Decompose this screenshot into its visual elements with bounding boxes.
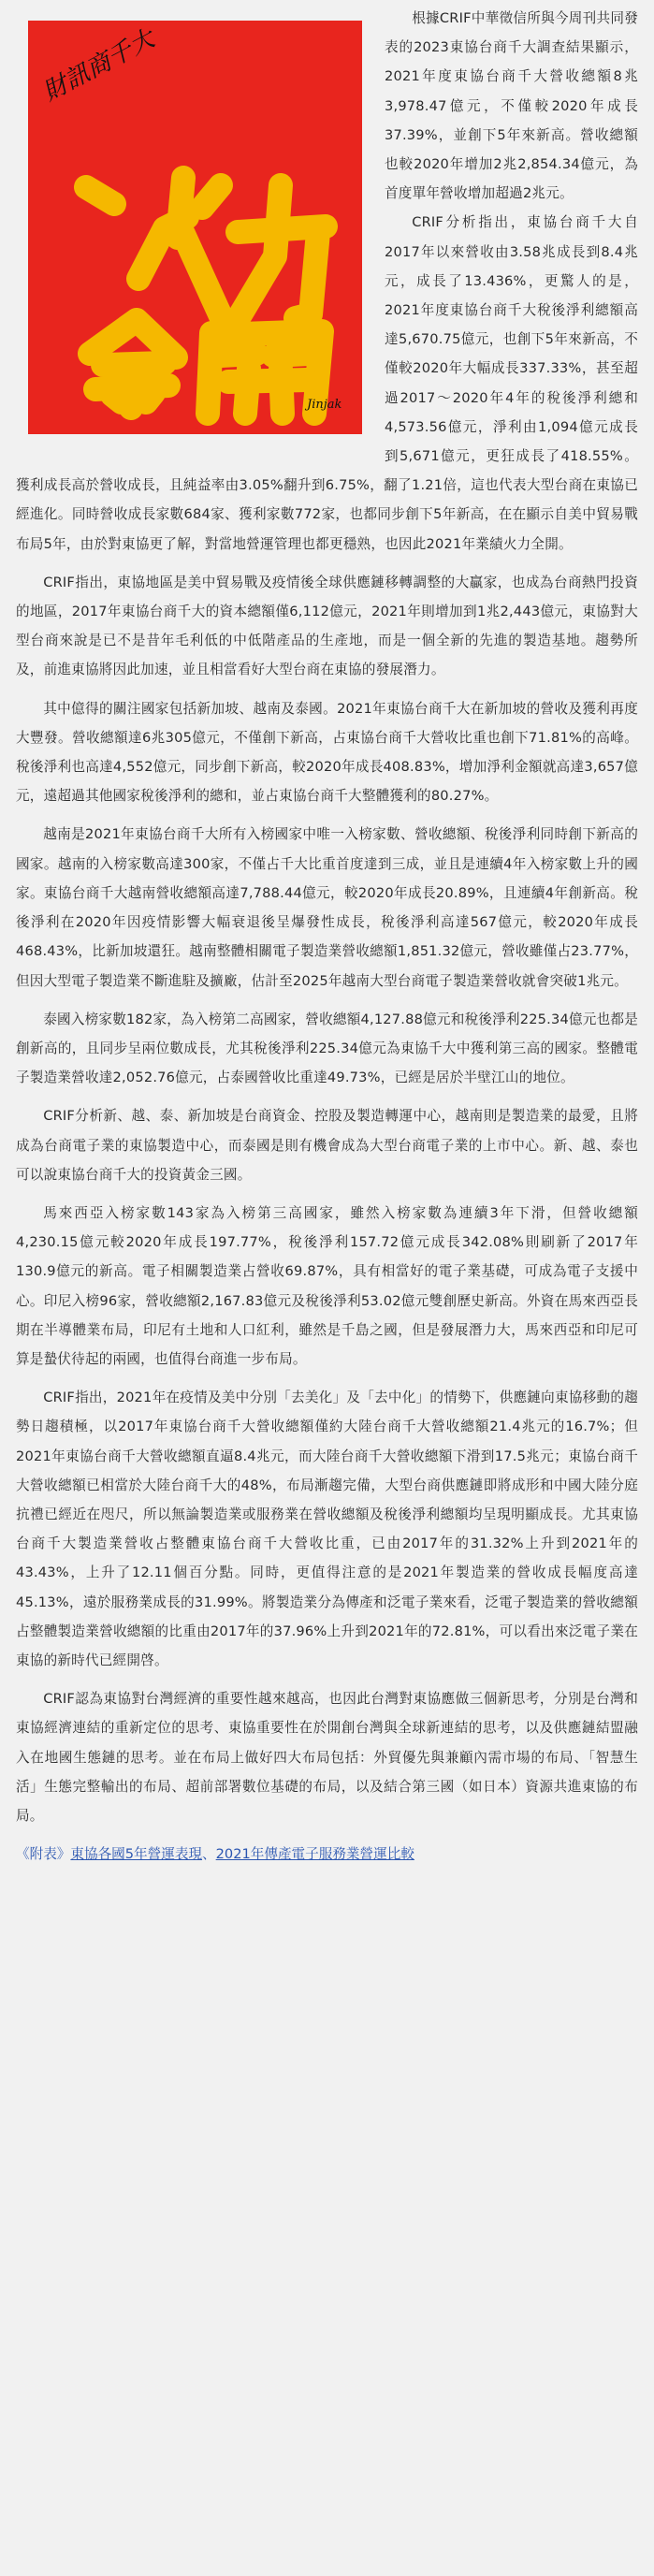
artist-mark: Jinjak: [307, 398, 342, 412]
paragraph-7: CRIF分析新、越、泰、新加坡是台商資金、控股及製造轉運中心，越南則是製造業的最愛，且將成為台商電子業的東協製造中心，而泰國是則有機會成為大型台商電子業的上市中心。新、越、泰也可以說東協台商千大的投資黃金三國。: [16, 1108, 638, 1183]
intro-block: [16, 4, 638, 559]
paragraph-8: 馬來西亞入榜家數143家為入榜第三高國家，雖然入榜家數為連續3年下滑，但營收總額4,230.15億元較2020年成長197.77%，稅後淨利157.72億元成長342.08%則刷新了2017年130.9億元的新高。電子相關製造業占營收69.87%，具有相當好的電子業基礎，可成為電子支援中心。印尼入榜96家，營收總額2,167.83億元及稅後淨利53.02億元雙創歷史新高。外資在馬來西亞長期在半導體業布局，印尼有土地和人口紅利，雖然是千島之國，但是發展潛力大，馬來西亞和印尼可算是蟄伏待起的兩國，也值得台商進一步布局。: [16, 1204, 638, 1367]
appendix-line: [16, 1841, 638, 1868]
appendix-label: 《附表》: [16, 1846, 71, 1863]
paragraph-10: CRIF認為東協對台灣經濟的重要性越來越高，也因此台灣對東協應做三個新思考，分別是台灣和東協經濟連結的重新定位的思考、東協重要性在於開創台灣與全球新連結的思考，以及供應鏈結盟融入在地國生態鏈的思考。並在布局上做好四大布局包括：外貿優先與兼顧內需市場的布局、「智慧生活」生態完整輸出的布局、超前部署數位基礎的布局，以及結合第三國（如日本）資源共進東協的布局。: [16, 1691, 638, 1824]
calligraphy-artwork: [28, 21, 362, 434]
paragraph-4: 其中億得的關注國家包括新加坡、越南及泰國。2021年東協台商千大在新加坡的營收及獲利再度大豐發。營收總額達6兆305億元，不僅創下新高，占東協台商千大營收比重也創下71.81%的高峰。稅後淨利也高達4,552億元，同步創下新高，較2020年成長408.83%，增加淨利金額就高達3,657億元，遠超過其他國家稅後淨利的總和，並占東協台商千大整體獲利的80.27%。: [16, 700, 638, 805]
appendix-separator: 、: [202, 1846, 216, 1863]
paragraph-3: CRIF指出，東協地區是美中貿易戰及疫情後全球供應鏈移轉調整的大贏家，也成為台商熱門投資的地區，2017年東協台商千大的資本總額僅6,112億元，2021年則增加到1兆2,443億元，東協對大型台商來說是已不是昔年毛利低的中低階產品的生產地，而是一個全新的先進的製造基地。趨勢所及，前進東協將因此加速，並且相當看好大型台商在東協的發展潛力。: [16, 574, 638, 678]
hero-image: [28, 21, 362, 434]
appendix-link-2021-sector[interactable]: 2021年傳產電子服務業營運比較: [215, 1846, 414, 1863]
signature-calligraphy: 財訊商千大: [38, 24, 160, 108]
appendix-link-asean-5yr[interactable]: 東協各國5年營運表現: [70, 1846, 203, 1863]
paragraph-6: 泰國入榜家數182家，為入榜第二高國家，營收總額4,127.88億元和稅後淨利225.34億元也都是創新高的，且同步呈兩位數成長，尤其稅後淨利225.34億元為東協千大中獲利第三高的國家。整體電子製造業營收達2,052.76億元，占泰國營收比重達49.73%，已經是居於半壁江山的地位。: [16, 1011, 638, 1086]
paragraph-9: CRIF指出，2021年在疫情及美中分別「去美化」及「去中化」的情勢下，供應鏈向東協移動的趨勢日趨積極，以2017年東協台商千大營收總額僅約大陸台商千大營收總額21.4兆元的16.7%；但2021年東協台商千大營收總額直逼8.4兆元，而大陸台商千大營收總額下滑到17.5兆元；東協台商千大營收總額已相當於大陸台商千大的48%，布局漸趨完備，大型台商供應鏈即將成形和中國大陸分庭抗禮已經近在咫尺，所以無論製造業或服務業在營收總額及稅後淨利總額均呈現明顯成長。尤其東協台商千大製造業營收占整體東協台商千大營收比重，已由2017年的31.32%上升到2021年的43.43%，上升了12.11個百分點。同時，更值得注意的是2021年製造業的營收成長幅度高達45.13%，遠於服務業成長的31.99%。將製造業分為傳產和泛電子業來看，泛電子製造業的營收總額占整體製造業營收總額的比重由2017年的37.96%上升到2021年的72.81%，可以看出來泛電子業在東協的新時代已經開啓。: [16, 1390, 638, 1668]
article: [16, 0, 638, 2553]
paragraph-5: 越南是2021年東協台商千大所有入榜國家中唯一入榜家數、營收總額、稅後淨利同時創下新高的國家。越南的入榜家數高達300家，不僅占千大比重首度達到三成，並且是連續4年入榜家數上升的國家。東協台商千大越南營收總額高達7,788.44億元，較2020年成長20.89%，且連續4年創新高。稅後淨利在2020年因疫情影響大幅衰退後呈爆發性成長，稅後淨利高達567億元，較2020年成長468.43%，比新加坡還狂。越南整體相關電子製造業營收總額1,851.32億元，營收雖僅占23.77%，但因大型電子製造業不斷進駐及擴廠，估計至2025年越南大型台商電子製造業營收就會突破1兆元。: [16, 826, 638, 989]
paragraph-2: CRIF分析指出，東協台商千大自2017年以來營收由3.58兆成長到8.4兆元，成長了13.436%，更驚人的是，2021年度東協台商千大稅後淨利總額高達5,670.75億元，也創下5年來新高，不僅較2020年大幅成長337.33%，甚至超過2017～2020年4年的稅後淨利總和4,573.56億元，淨利由1,094億元成長到5,671億元，更狂成長了418.55%。獲利成長高於營收成長，且純益率由3.05%翻升到6.75%，翻了1.21倍，這也代表大型台商在東協已經進化。同時營收成長家數684家、獲利家數772家，也都同步創下5年新高，在在顯示自美中貿易戰布局5年，由於對東協更了解，對當地營運管理也都更穩熟，也因此2021年業績火力全開。: [16, 214, 638, 552]
paragraph-1: 根據CRIF中華徵信所與今周刊共同發表的2023東協台商千大調查結果顯示，2021年度東協台商千大營收總額8兆3,978.47億元，不僅較2020年成長37.39%，並創下5年來新高。營收總額也較2020年增加2兆2,854.34億元，為首度單年營收增加超過2兆元。: [385, 10, 638, 202]
